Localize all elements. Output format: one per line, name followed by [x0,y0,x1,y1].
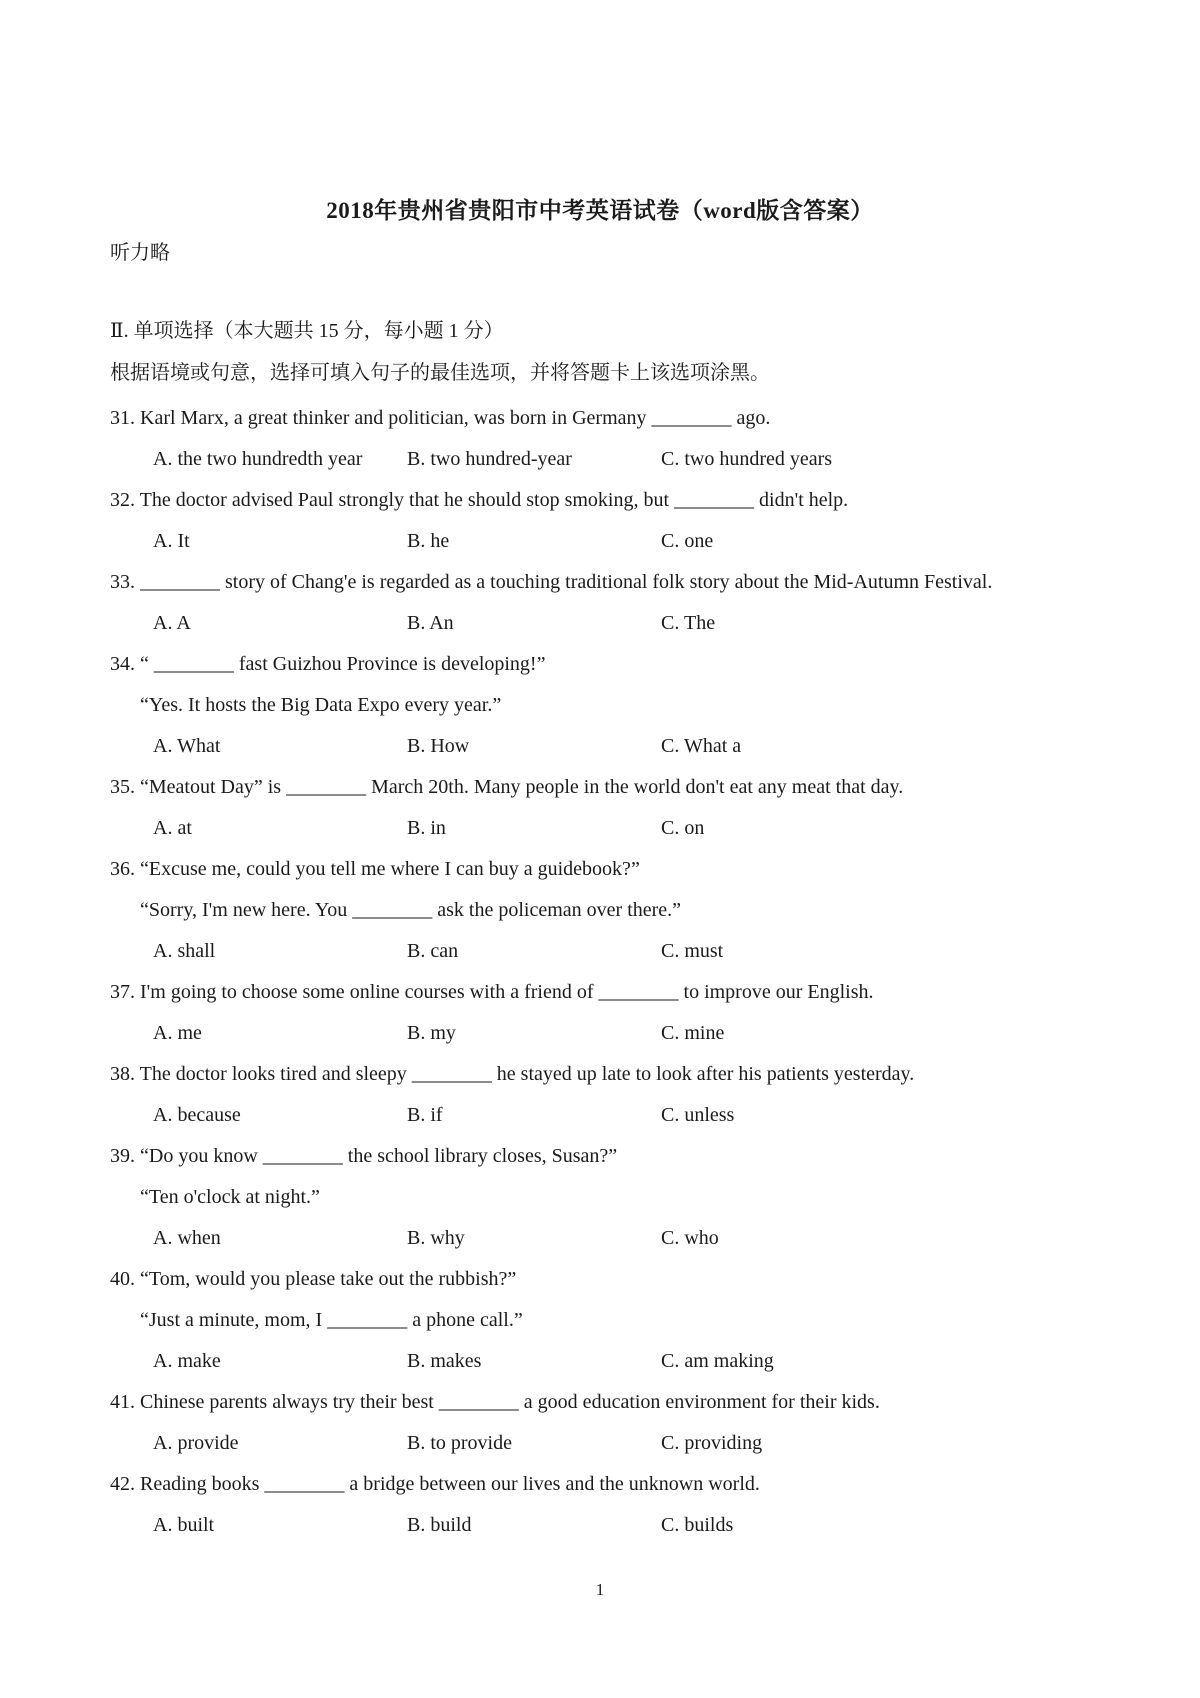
option-c: C. What a [661,735,742,757]
question-stem: 31. Karl Marx, a great thinker and politician, was born in Germany ________ ago. [110,407,771,429]
question-stem: 37. I'm going to choose some online courses with a friend of ________ to improve our English. [110,981,874,1003]
option-row [110,931,1110,972]
option-row [110,726,1110,767]
question-reply: “Yes. It hosts the Big Data Expo every year.” [140,694,502,716]
question-item [110,767,1110,849]
option-a: A. What [153,735,221,757]
question-item [110,398,1110,480]
option-c: C. am making [661,1350,774,1372]
option-row [110,1013,1110,1054]
option-c: C. two hundred years [661,448,833,470]
option-row [110,521,1110,562]
page-number: 1 [595,1580,605,1599]
option-b: B. in [407,817,446,839]
option-c: C. who [661,1227,719,1249]
question-stem: 41. Chinese parents always try their best ________ a good education environment for their kids. [110,1391,880,1413]
question-stem: 38. The doctor looks tired and sleepy ________ he stayed up late to look after his patients yesterday. [110,1063,915,1085]
question-item [110,1054,1110,1136]
option-c: C. on [661,817,705,839]
option-b: B. makes [407,1350,482,1372]
question-stem: 42. Reading books ________ a bridge between our lives and the unknown world. [110,1473,760,1495]
question-stem: 35. “Meatout Day” is ________ March 20th. Many people in the world don't eat any meat that day. [110,776,904,798]
option-c: C. The [661,612,716,634]
question-item [110,1136,1110,1259]
option-row [110,808,1110,849]
option-b: B. can [407,940,459,962]
option-b: B. build [407,1514,472,1536]
option-a: A. the two hundredth year [153,448,363,470]
exam-title: 2018年贵州省贵阳市中考英语试卷（word版含答案） [326,198,874,223]
question-stem: 39. “Do you know ________ the school library closes, Susan?” [110,1145,618,1167]
option-b: B. he [407,530,450,552]
option-a: A. shall [153,940,216,962]
option-c: C. unless [661,1104,735,1126]
option-c: C. one [661,530,714,552]
question-item [110,1382,1110,1464]
question-item [110,849,1110,972]
question-stem: 40. “Tom, would you please take out the rubbish?” [110,1268,517,1290]
question-item [110,972,1110,1054]
question-item [110,562,1110,644]
option-b: B. to provide [407,1432,512,1454]
option-row [110,1505,1110,1546]
question-reply: “Just a minute, mom, I ________ a phone call.” [140,1309,523,1331]
question-item [110,1259,1110,1382]
option-c: C. builds [661,1514,734,1536]
option-b: B. An [407,612,454,634]
option-b: B. why [407,1227,465,1249]
option-row [110,1341,1110,1382]
option-c: C. providing [661,1432,763,1454]
section-instruction: 根据语境或句意，选择可填入句子的最佳选项，并将答题卡上该选项涂黑。 [110,362,770,384]
option-b: B. two hundred-year [407,448,572,470]
question-stem: 33. ________ story of Chang'e is regarded as a touching traditional folk story about the Mid-Autumn Festival. [110,571,993,593]
question-item [110,480,1110,562]
option-a: A. It [153,530,190,552]
option-a: A. make [153,1350,221,1372]
question-reply: “Ten o'clock at night.” [140,1186,320,1208]
option-a: A. when [153,1227,221,1249]
question-stem: 32. The doctor advised Paul strongly that he should stop smoking, but ________ didn't help. [110,489,849,511]
option-row [110,1423,1110,1464]
option-b: B. How [407,735,470,757]
option-b: B. if [407,1104,443,1126]
option-row [110,1095,1110,1136]
option-a: A. me [153,1022,202,1044]
option-a: A. A [153,612,191,634]
listening-note: 听力略 [110,242,170,264]
question-list [110,398,1110,1546]
section-heading: Ⅱ. 单项选择（本大题共 15 分，每小题 1 分） [110,320,504,342]
option-row [110,603,1110,644]
option-a: A. provide [153,1432,239,1454]
option-c: C. must [661,940,724,962]
option-a: A. at [153,817,192,839]
option-a: A. because [153,1104,241,1126]
option-b: B. my [407,1022,456,1044]
question-reply: “Sorry, I'm new here. You ________ ask the policeman over there.” [140,899,682,921]
option-row [110,439,1110,480]
question-item [110,1464,1110,1546]
option-row [110,1218,1110,1259]
question-item [110,644,1110,767]
question-stem: 36. “Excuse me, could you tell me where I can buy a guidebook?” [110,858,640,880]
option-c: C. mine [661,1022,725,1044]
question-stem: 34. “ ________ fast Guizhou Province is developing!” [110,653,546,675]
option-a: A. built [153,1514,215,1536]
